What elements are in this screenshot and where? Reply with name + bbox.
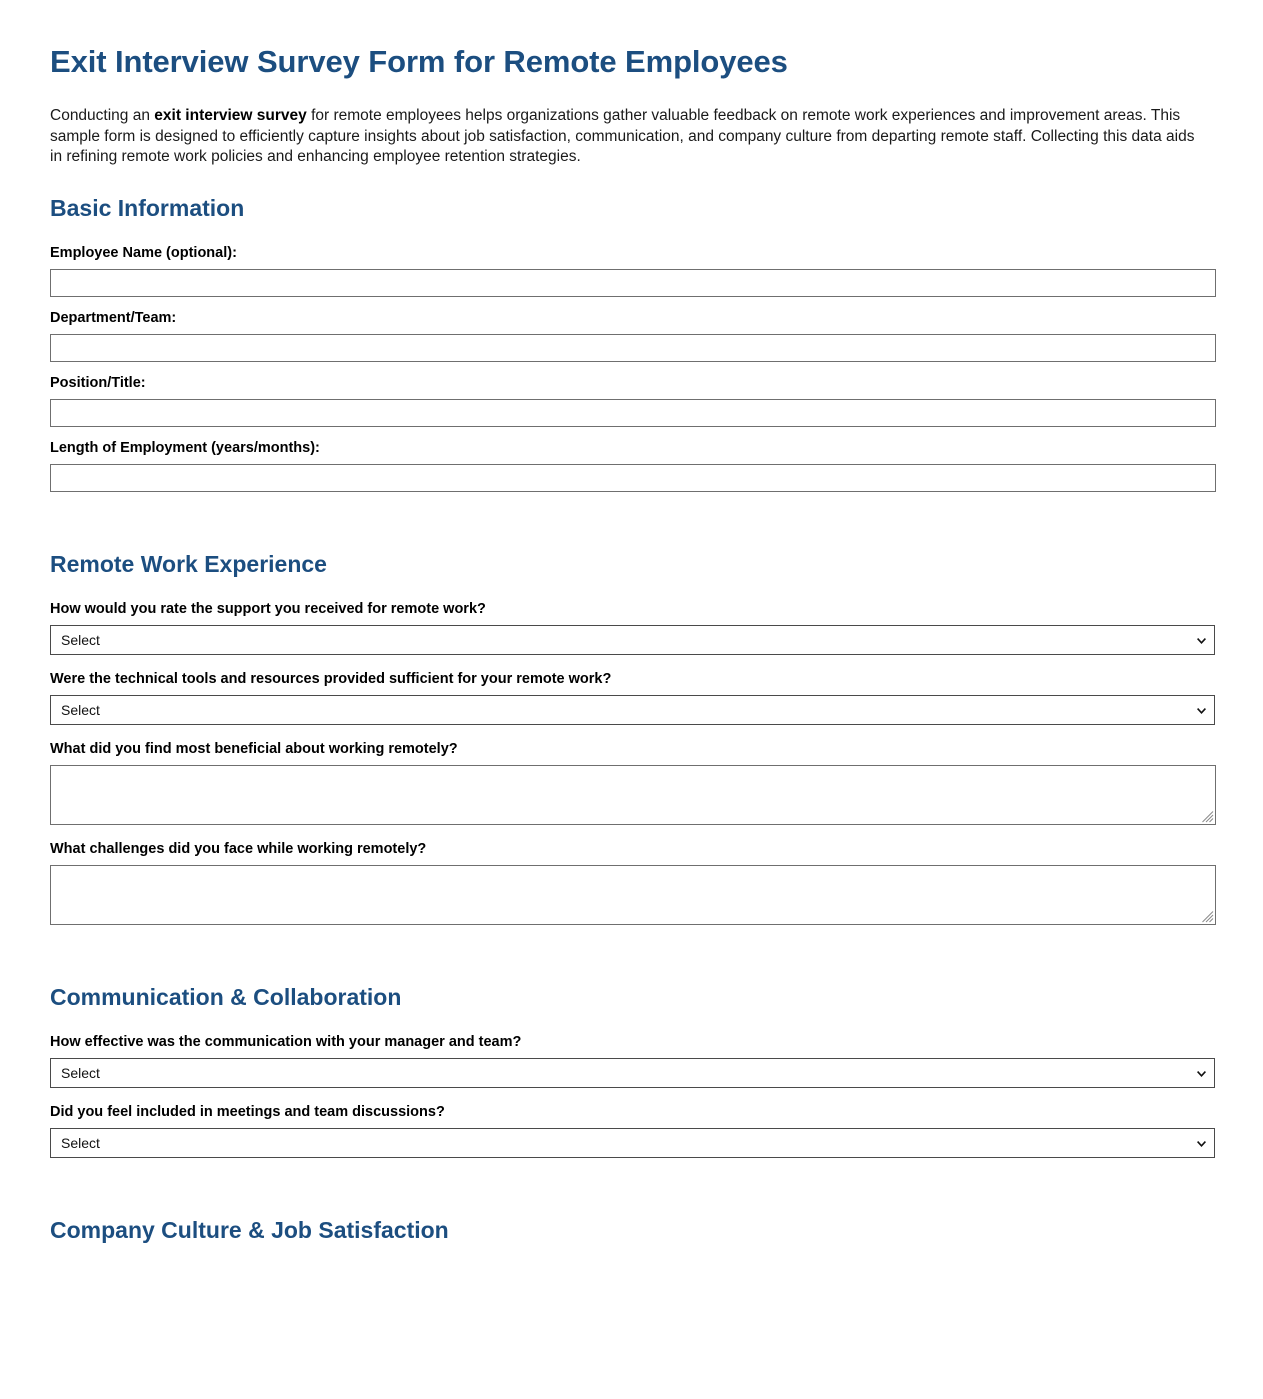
challenges-textarea[interactable] (50, 865, 1216, 925)
employee-name-input[interactable] (50, 269, 1216, 297)
label-communication-effective: How effective was the communication with your manager and team? (50, 1033, 522, 1050)
tools-sufficient-select[interactable] (50, 695, 1215, 725)
department-team-input[interactable] (50, 334, 1216, 362)
field-challenges (50, 840, 1215, 925)
field-department-team (50, 309, 1215, 362)
form-content (50, 44, 1215, 1244)
page-title: Exit Interview Survey Form for Remote Employees (50, 44, 788, 79)
most-beneficial-textarea-wrap (50, 765, 1216, 825)
position-title-input[interactable] (50, 399, 1216, 427)
intro-rest-text: for remote employees helps organizations gather valuable feedback on remote work experiences and improvement areas. This sample form is designed to efficiently capture insights about job satisfaction, communication, and company culture from departing remote staff. Collecting this data aids in refining remote work policies and enhancing employee retention strategies. (50, 107, 1195, 165)
section-title-company-culture-job-satisfaction: Company Culture & Job Satisfaction (50, 1216, 449, 1243)
section-title-communication-collaboration: Communication & Collaboration (50, 983, 402, 1010)
section-basic-information (50, 194, 1215, 492)
label-length-employment: Length of Employment (years/months): (50, 439, 320, 456)
label-support-rating: How would you rate the support you received for remote work? (50, 600, 486, 617)
section-title-remote-work-experience: Remote Work Experience (50, 550, 327, 577)
field-support-rating (50, 600, 1215, 655)
support-rating-select-wrap (50, 625, 1215, 655)
communication-effective-select[interactable] (50, 1058, 1215, 1088)
felt-included-select[interactable] (50, 1128, 1215, 1158)
challenges-textarea-wrap (50, 865, 1216, 925)
field-communication-effective (50, 1033, 1215, 1088)
label-tools-sufficient: Were the technical tools and resources provided sufficient for your remote work? (50, 670, 612, 687)
intro-paragraph (50, 106, 1200, 168)
label-position-title: Position/Title: (50, 374, 146, 391)
intro-lead-text: Conducting an (50, 107, 155, 124)
field-employee-name (50, 244, 1215, 297)
support-rating-select[interactable] (50, 625, 1215, 655)
length-employment-input[interactable] (50, 464, 1216, 492)
label-employee-name: Employee Name (optional): (50, 244, 237, 261)
label-challenges: What challenges did you face while working remotely? (50, 840, 427, 857)
field-length-employment (50, 439, 1215, 492)
field-position-title (50, 374, 1215, 427)
field-felt-included (50, 1103, 1215, 1158)
label-most-beneficial: What did you find most beneficial about working remotely? (50, 740, 458, 757)
tools-sufficient-select-wrap (50, 695, 1215, 725)
field-tools-sufficient (50, 670, 1215, 725)
section-title-basic-information: Basic Information (50, 194, 245, 221)
field-most-beneficial (50, 740, 1215, 825)
section-company-culture-job-satisfaction (50, 1216, 1215, 1244)
section-remote-work-experience (50, 550, 1215, 925)
intro-bold-text: exit interview survey (154, 107, 307, 124)
label-department-team: Department/Team: (50, 309, 177, 326)
communication-effective-select-wrap (50, 1058, 1215, 1088)
section-communication-collaboration (50, 983, 1215, 1158)
most-beneficial-textarea[interactable] (50, 765, 1216, 825)
felt-included-select-wrap (50, 1128, 1215, 1158)
label-felt-included: Did you feel included in meetings and team discussions? (50, 1103, 445, 1120)
